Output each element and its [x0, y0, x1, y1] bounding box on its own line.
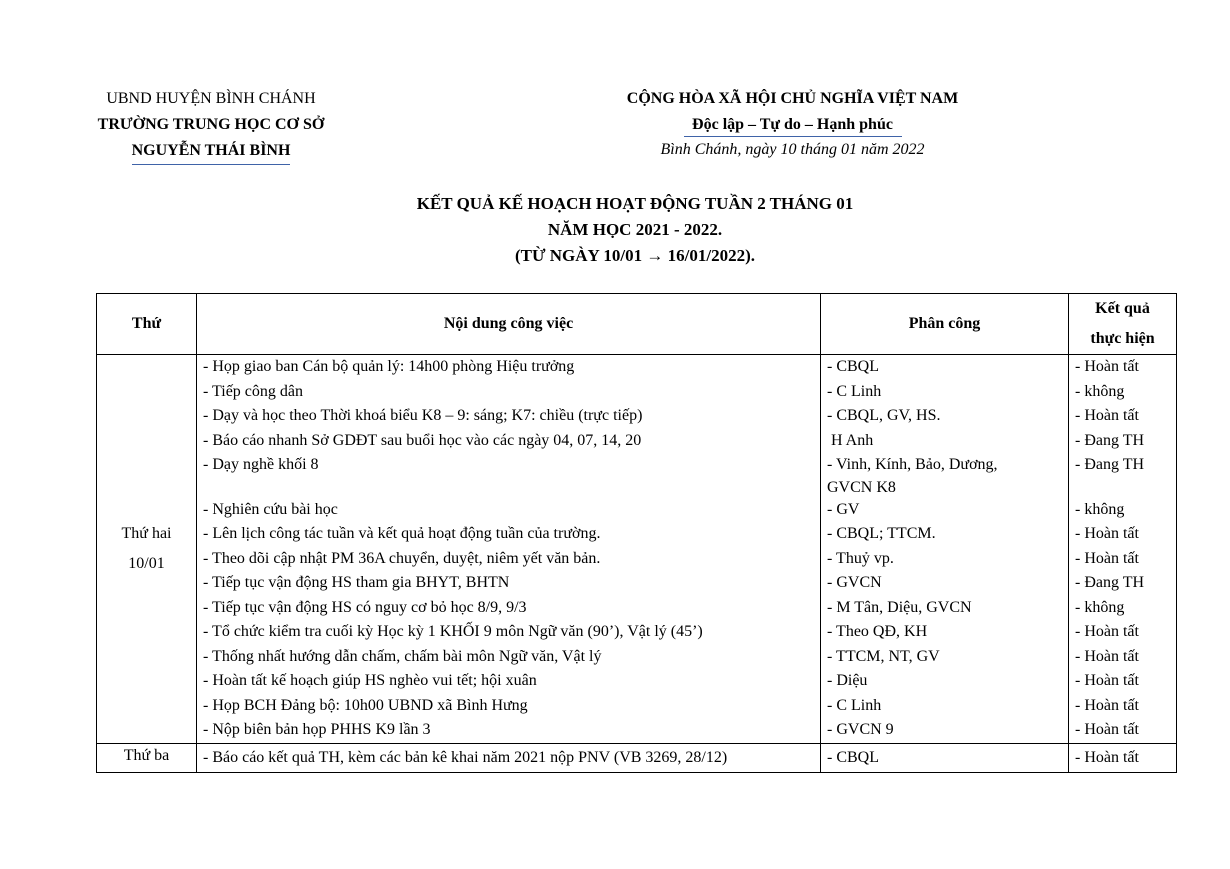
tuesday-task — [197, 743, 821, 772]
result-item: - Đang TH — [1075, 431, 1145, 449]
task-item: - Họp BCH Đảng bộ: 10h00 UBND xã Bình Hưng — [203, 696, 528, 714]
issuer-district: UBND HUYỆN BÌNH CHÁNH — [106, 90, 316, 107]
result-item: - Hoàn tất — [1075, 672, 1139, 689]
header-result-line2: thực hiện — [1090, 330, 1155, 347]
monday-assignees — [821, 355, 1069, 744]
task-item: - Họp giao ban Cán bộ quản lý: 14h00 phòng Hiệu trưởng — [203, 358, 575, 375]
task-item: - Thống nhất hướng dẫn chấm, chấm bài môn Ngữ văn, Vật lý — [203, 647, 602, 665]
assignee-item: - CBQL — [827, 358, 879, 375]
result-item: - không — [1075, 500, 1125, 518]
assignee-item: - GV — [827, 500, 860, 518]
assignee-item: - CBQL, GV, HS. — [827, 407, 941, 424]
tuesday-assignee — [821, 743, 1069, 772]
header-result-line1: Kết quả — [1095, 300, 1150, 317]
national-motto: Độc lập – Tự do – Hạnh phúc — [692, 116, 893, 133]
task-item: - Tiếp công dân — [203, 382, 303, 400]
result-item: - Hoàn tất — [1075, 549, 1139, 567]
header-day: Thứ — [97, 294, 197, 355]
result-item: - không — [1075, 598, 1125, 616]
header-assign: Phân công — [821, 294, 1069, 355]
task-item: - Hoàn tất kế hoạch giúp HS nghèo vui tết; hội xuân — [203, 672, 537, 689]
national-name: CỘNG HÒA XÃ HỘI CHỦ NGHĨA VIỆT NAM — [626, 90, 959, 107]
result-item: - Hoàn tất — [1075, 623, 1139, 640]
tuesday-result — [1069, 743, 1177, 772]
table-row-tuesday — [97, 743, 1177, 772]
header-content: Nội dung công việc — [197, 294, 821, 355]
header-result — [1069, 294, 1177, 355]
monday-results — [1069, 355, 1177, 744]
assignee-item: - Vinh, Kính, Bảo, Dương, — [827, 456, 998, 473]
assignee-item: - TTCM, NT, GV — [827, 647, 940, 665]
assignee-item: - GVCN 9 — [827, 721, 894, 738]
result-item: - không — [1075, 382, 1125, 400]
activity-table — [96, 293, 1177, 773]
day-date: 10/01 — [128, 554, 165, 572]
day-cell-tuesday: Thứ ba — [97, 743, 197, 772]
title-line2: NĂM HỌC 2021 - 2022. — [547, 220, 723, 239]
task-item: - Báo cáo kết quả TH, kèm các bản kê khai năm 2021 nộp PNV (VB 3269, 28/12) — [203, 748, 728, 766]
task-item: - Dạy và học theo Thời khoá biểu K8 – 9: sáng; K7: chiều (trực tiếp) — [203, 407, 643, 424]
issuer-header — [70, 86, 352, 165]
task-item: - Tổ chức kiểm tra cuối kỳ Học kỳ 1 KHỐI 9 môn Ngữ văn (90’), Vật lý (45’) — [203, 623, 703, 640]
assignee-item: - Diệu — [827, 672, 868, 689]
task-item: - Tiếp tục vận động HS tham gia BHYT, BHTN — [203, 574, 510, 591]
title-line3: (TỪ NGÀY 10/01 → 16/01/2022). — [514, 246, 756, 265]
day-cell-monday — [97, 355, 197, 744]
title-line1: KẾT QUẢ KẾ HOẠCH HOẠT ĐỘNG TUẦN 2 THÁNG 01 — [416, 194, 854, 213]
task-item: - Lên lịch công tác tuần và kết quả hoạt động tuần của trường. — [203, 525, 601, 542]
result-item: - Hoàn tất — [1075, 407, 1139, 424]
result-item: - Hoàn tất — [1075, 748, 1139, 766]
result-item: - Hoàn tất — [1075, 525, 1139, 542]
task-item: - Tiếp tục vận động HS có nguy cơ bỏ học 8/9, 9/3 — [203, 598, 527, 616]
result-item: - Hoàn tất — [1075, 358, 1139, 375]
table-header-row — [97, 294, 1177, 355]
task-item: - Báo cáo nhanh Sở GDĐT sau buổi học vào các ngày 04, 07, 14, 20 — [203, 431, 642, 449]
result-item: - Hoàn tất — [1075, 721, 1139, 738]
assignee-item: - C Linh — [827, 696, 882, 714]
assignee-item: - M Tân, Diệu, GVCN — [827, 598, 972, 616]
assignee-item: - GVCN — [827, 574, 882, 591]
document-date: Bình Chánh, ngày 10 tháng 01 năm 2022 — [660, 141, 925, 158]
table-row-monday — [97, 355, 1177, 744]
task-item: - Nộp biên bản họp PHHS K9 lần 3 — [203, 721, 431, 738]
assignee-item: - Theo QĐ, KH — [827, 623, 928, 640]
assignee-item: - C Linh — [827, 382, 882, 400]
task-item: - Dạy nghề khối 8 — [203, 456, 319, 473]
assignee-item: - Thuỷ vp. — [827, 549, 894, 567]
task-item: - Nghiên cứu bài học — [203, 500, 338, 518]
assignee-item: - CBQL — [827, 748, 879, 766]
assignee-item: - CBQL; TTCM. — [827, 525, 936, 542]
issuer-school-line1: TRƯỜNG TRUNG HỌC CƠ SỞ — [97, 116, 325, 133]
result-item: - Đang TH — [1075, 456, 1145, 473]
result-item: - Hoàn tất — [1075, 647, 1139, 665]
assignee-item-cont: GVCN K8 — [827, 478, 896, 496]
assignee-item: H Anh — [827, 431, 874, 449]
result-spacer — [1075, 478, 1170, 498]
national-header — [570, 86, 1015, 163]
issuer-underline — [132, 164, 290, 165]
day-name: Thứ hai — [121, 524, 172, 542]
monday-tasks — [197, 355, 821, 744]
document-title — [0, 191, 1230, 269]
result-item: - Đang TH — [1075, 574, 1145, 591]
task-item: - Theo dõi cập nhật PM 36A chuyển, duyệt, niêm yết văn bản. — [203, 549, 601, 567]
task-spacer — [203, 478, 814, 498]
result-item: - Hoàn tất — [1075, 696, 1139, 714]
issuer-school-line2: NGUYỄN THÁI BÌNH — [131, 142, 291, 159]
